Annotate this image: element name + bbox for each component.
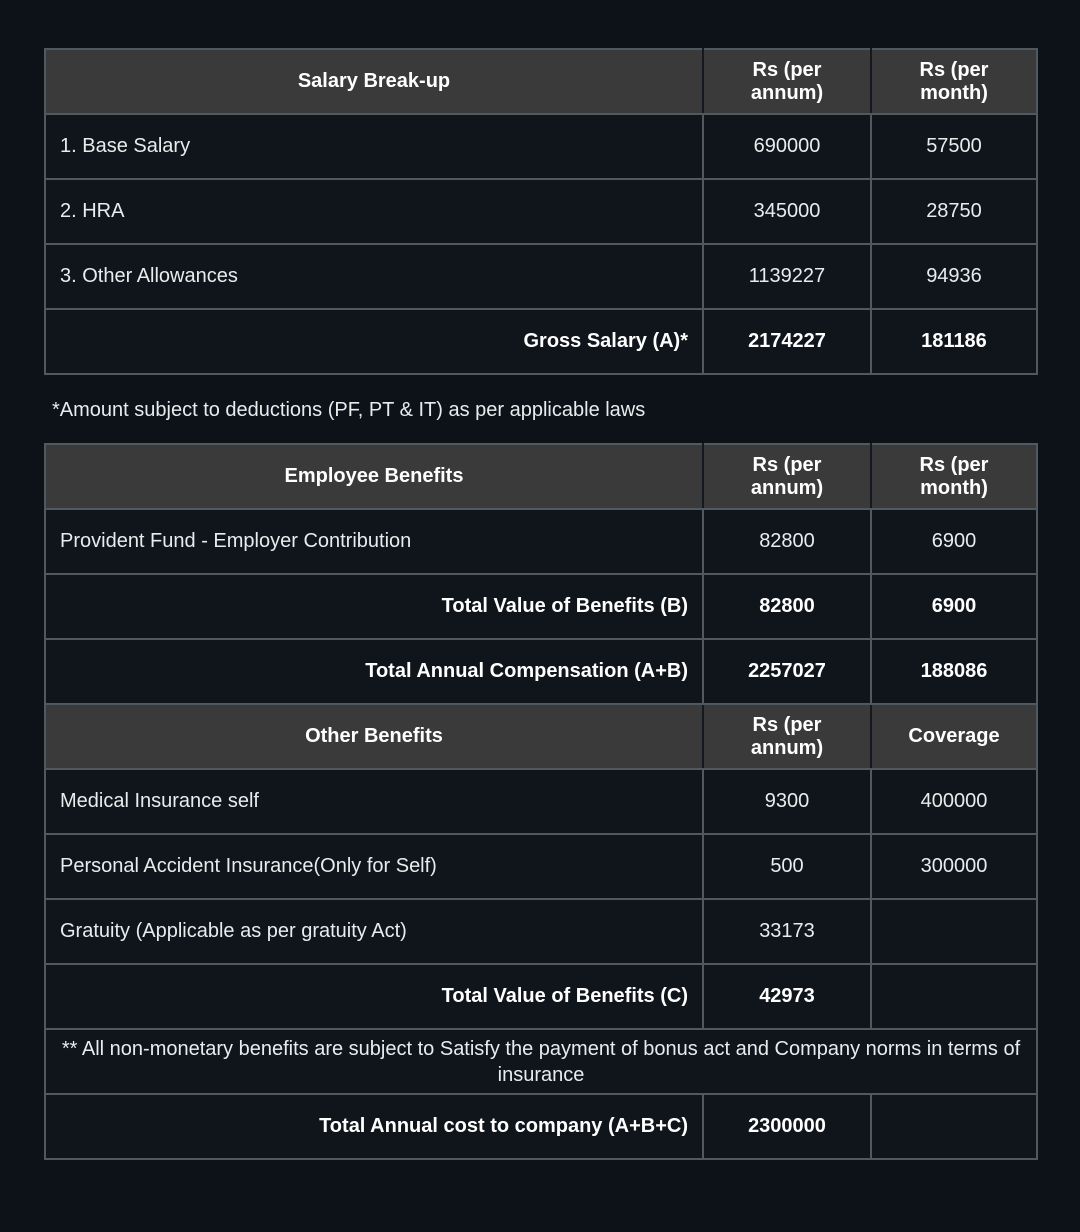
salary-table-title: Salary Break-up xyxy=(45,49,703,114)
row-monthly-value: 94936 xyxy=(871,244,1037,309)
deductions-footnote: *Amount subject to deductions (PF, PT & IT) as per applicable laws xyxy=(52,399,646,421)
salary-monthly-header: Rs (per month) xyxy=(871,49,1037,114)
total-row-label: Total Annual Compensation (A+B) xyxy=(45,639,703,704)
benefits-total-c-row xyxy=(45,964,1037,1029)
total-annual-value: 2257027 xyxy=(703,639,871,704)
row-label: Personal Accident Insurance(Only for Self) xyxy=(45,834,703,899)
non-monetary-note-row xyxy=(45,1029,1037,1094)
total-annual-value: 2174227 xyxy=(703,309,871,374)
total-annual-value: 2300000 xyxy=(703,1094,871,1159)
total-annual-value: 42973 xyxy=(703,964,871,1029)
table-row xyxy=(45,244,1037,309)
table-row xyxy=(45,179,1037,244)
row-monthly-value: 57500 xyxy=(871,114,1037,179)
total-monthly-value: 181186 xyxy=(871,309,1037,374)
row-annual-value: 345000 xyxy=(703,179,871,244)
total-annual-value: 82800 xyxy=(703,574,871,639)
row-coverage-value: 300000 xyxy=(871,834,1037,899)
row-coverage-value: 400000 xyxy=(871,769,1037,834)
other-benefits-coverage-header: Coverage xyxy=(871,704,1037,769)
total-row-label: Gross Salary (A)* xyxy=(45,309,703,374)
benefits-header-row xyxy=(45,444,1037,509)
row-label: Medical Insurance self xyxy=(45,769,703,834)
row-monthly-value: 6900 xyxy=(871,509,1037,574)
non-monetary-note: ** All non-monetary benefits are subject to Satisfy the payment of bonus act and Company norms in terms of insurance xyxy=(45,1029,1037,1094)
table-row xyxy=(45,769,1037,834)
row-annual-value: 33173 xyxy=(703,899,871,964)
row-annual-value: 690000 xyxy=(703,114,871,179)
row-label: Provident Fund - Employer Contribution xyxy=(45,509,703,574)
total-row-label: Total Value of Benefits (C) xyxy=(45,964,703,1029)
salary-header-row xyxy=(45,49,1037,114)
annual-compensation-row xyxy=(45,639,1037,704)
row-label: 3. Other Allowances xyxy=(45,244,703,309)
row-label: 2. HRA xyxy=(45,179,703,244)
row-coverage-value xyxy=(871,899,1037,964)
benefits-total-b-row xyxy=(45,574,1037,639)
row-annual-value: 500 xyxy=(703,834,871,899)
total-monthly-value: 188086 xyxy=(871,639,1037,704)
grand-total-row xyxy=(45,1094,1037,1159)
other-benefits-header-row xyxy=(45,704,1037,769)
row-label: Gratuity (Applicable as per gratuity Act) xyxy=(45,899,703,964)
row-annual-value: 1139227 xyxy=(703,244,871,309)
total-coverage-value xyxy=(871,1094,1037,1159)
row-monthly-value: 28750 xyxy=(871,179,1037,244)
table-row xyxy=(45,114,1037,179)
salary-annual-header: Rs (per annum) xyxy=(703,49,871,114)
other-benefits-title: Other Benefits xyxy=(45,704,703,769)
benefits-monthly-header: Rs (per month) xyxy=(871,444,1037,509)
total-coverage-value xyxy=(871,964,1037,1029)
row-label: 1. Base Salary xyxy=(45,114,703,179)
other-benefits-annual-header: Rs (per annum) xyxy=(703,704,871,769)
employee-benefits-table xyxy=(44,443,1038,1160)
salary-breakup-table xyxy=(44,48,1038,375)
table-row xyxy=(45,509,1037,574)
benefits-annual-header: Rs (per annum) xyxy=(703,444,871,509)
total-row-label: Total Annual cost to company (A+B+C) xyxy=(45,1094,703,1159)
table-row xyxy=(45,899,1037,964)
gross-salary-total-row xyxy=(45,309,1037,374)
total-monthly-value: 6900 xyxy=(871,574,1037,639)
benefits-table-title: Employee Benefits xyxy=(45,444,703,509)
table-row xyxy=(45,834,1037,899)
row-annual-value: 9300 xyxy=(703,769,871,834)
total-row-label: Total Value of Benefits (B) xyxy=(45,574,703,639)
row-annual-value: 82800 xyxy=(703,509,871,574)
